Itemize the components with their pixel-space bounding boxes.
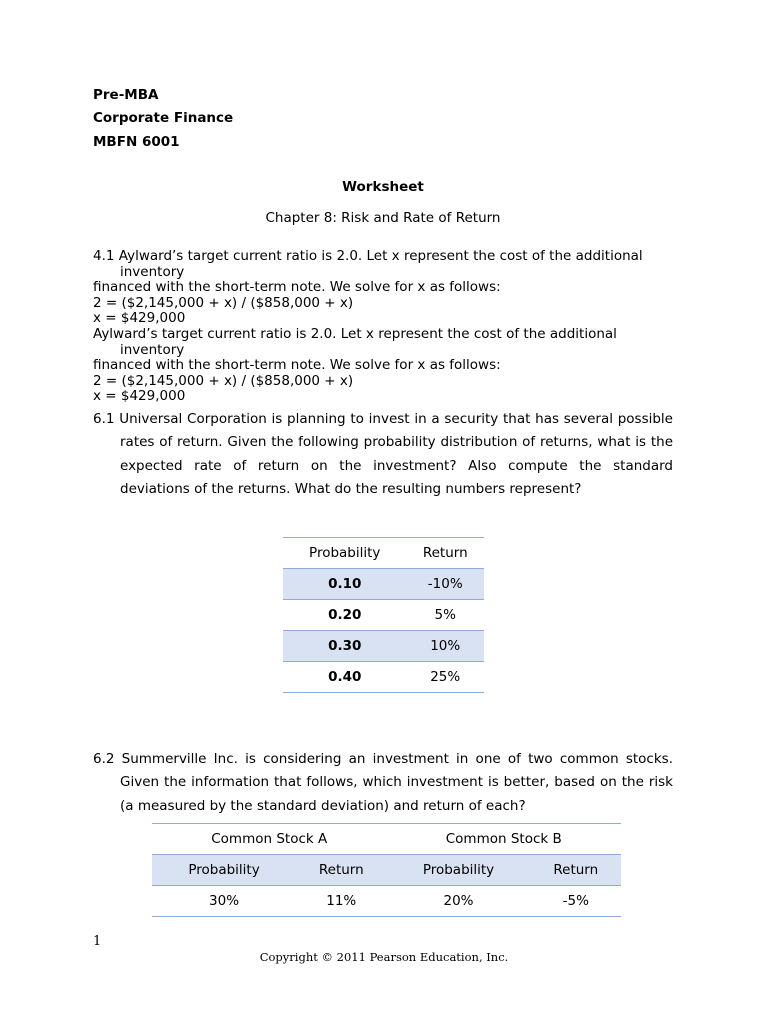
- table-row: [283, 569, 484, 600]
- chapter-title: Chapter 8: Risk and Rate of Return: [265, 210, 501, 226]
- return-cell: 25%: [406, 662, 484, 693]
- q41-line: x = $429,000: [93, 388, 186, 405]
- group-header: Common Stock B: [386, 824, 621, 855]
- table-row: [283, 631, 484, 662]
- course-code: MBFN 6001: [93, 134, 180, 150]
- table-row: [283, 662, 484, 693]
- q41-line: 2 = ($2,145,000 + x) / ($858,000 + x): [93, 372, 354, 389]
- table-header: Probability: [152, 855, 296, 886]
- q41-line: financed with the short-term note. We solve for x as follows:: [93, 357, 501, 374]
- q41-line: x = $429,000: [93, 310, 186, 327]
- q41-line: 2 = ($2,145,000 + x) / ($858,000 + x): [93, 294, 354, 311]
- q41-line: Aylward’s target current ratio is 2.0. Let x represent the cost of the additional: [93, 325, 617, 342]
- table-header: Probability: [386, 855, 530, 886]
- table-cell: -5%: [531, 886, 621, 917]
- table-cell: 20%: [386, 886, 530, 917]
- copyright-notice: Copyright © 2011 Pearson Education, Inc.: [259, 950, 509, 964]
- table-row: [283, 600, 484, 631]
- q41-line: 4.1 Aylward’s target current ratio is 2.0. Let x represent the cost of the additional: [93, 248, 643, 264]
- probability-table-6-1: [283, 537, 484, 693]
- page-number: 1: [93, 934, 102, 949]
- table-header: Return: [296, 855, 386, 886]
- table-header: Probability: [283, 538, 406, 569]
- q41-line: inventory: [120, 263, 185, 280]
- question-4-1: [93, 249, 673, 405]
- return-cell: 10%: [406, 631, 484, 662]
- table-cell: 11%: [296, 886, 386, 917]
- probability-cell: 0.10: [283, 569, 406, 600]
- probability-cell: 0.40: [283, 662, 406, 693]
- group-header: Common Stock A: [152, 824, 386, 855]
- worksheet-title: Worksheet: [342, 179, 424, 195]
- table-cell: 30%: [152, 886, 296, 917]
- question-6-1: 6.1 Universal Corporation is planning to invest in a security that has several possible rates of return. Given the following probability distribution of returns, what is the expected rate of return on the investment? Also compute the standard deviations of the returns. What do the resulting numbers represent?: [93, 411, 673, 498]
- return-cell: 5%: [406, 600, 484, 631]
- probability-cell: 0.20: [283, 600, 406, 631]
- q41-line: inventory: [120, 341, 185, 358]
- table-row: [152, 886, 621, 917]
- table-header: Return: [406, 538, 484, 569]
- course-program: Pre-MBA: [93, 87, 159, 103]
- question-6-2: 6.2 Summerville Inc. is considering an investment in one of two common stocks. Given the information that follows, which investment is better, based on the risk (a measured by the standard deviation) and return of each?: [93, 751, 673, 814]
- q41-line: financed with the short-term note. We solve for x as follows:: [93, 279, 501, 296]
- probability-cell: 0.30: [283, 631, 406, 662]
- table-header: Return: [531, 855, 621, 886]
- course-name: Corporate Finance: [93, 110, 234, 126]
- stocks-table-6-2: [152, 823, 621, 917]
- return-cell: -10%: [406, 569, 484, 600]
